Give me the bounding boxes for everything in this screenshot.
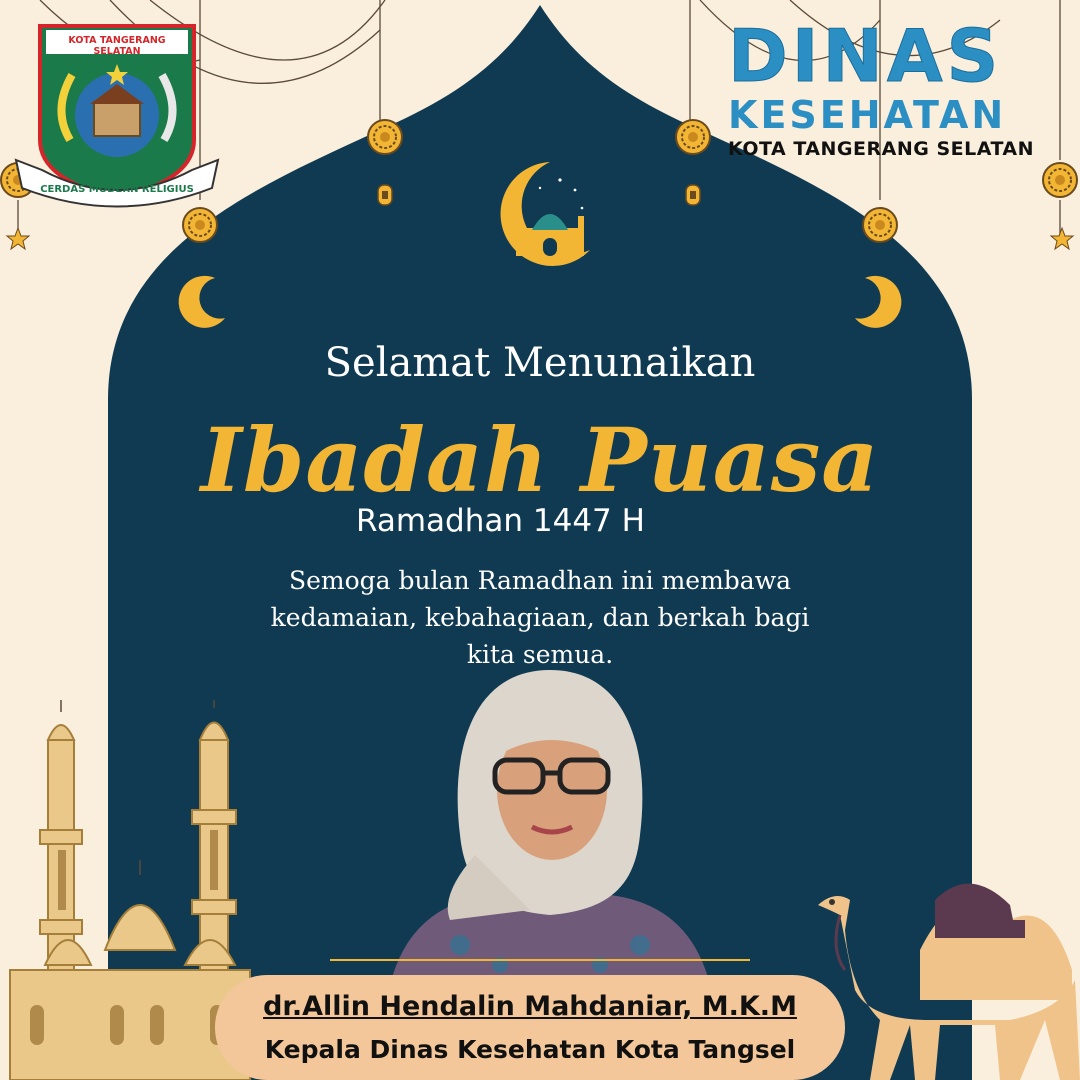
name-plate <box>215 975 845 1080</box>
logo-line-kota: KOTA TANGERANG SELATAN <box>728 138 1035 160</box>
city-emblem-logo <box>12 20 222 220</box>
main-title: Ibadah Puasa <box>200 408 880 512</box>
logo-line-kesehatan: KESEHATAN <box>728 93 1007 137</box>
emblem-top-text: KOTA TANGERANG SELATAN <box>68 35 166 57</box>
greeting-text: Selamat Menunaikan <box>324 340 756 386</box>
gold-divider <box>330 955 750 965</box>
person-name: dr.Allin Hendalin Mahdaniar, M.K.M <box>263 991 797 1022</box>
logo-line-dinas: DINAS <box>728 14 1003 98</box>
dinas-kesehatan-logo <box>728 14 1058 160</box>
subtitle-text: Ramadhan 1447 H <box>356 503 645 539</box>
person-role: Kepala Dinas Kesehatan Kota Tangsel <box>264 1035 796 1064</box>
wish-text: Semoga bulan Ramadhan ini membawa kedamaian, kebahagiaan, dan berkah bagi kita semua. <box>270 566 810 669</box>
camel-illustration <box>810 860 1080 1080</box>
portrait-photo <box>380 665 720 985</box>
emblem-ribbon-text: CERDAS MODERN RELIGIUS <box>40 184 194 195</box>
crescent-mosque-icon <box>480 150 610 280</box>
